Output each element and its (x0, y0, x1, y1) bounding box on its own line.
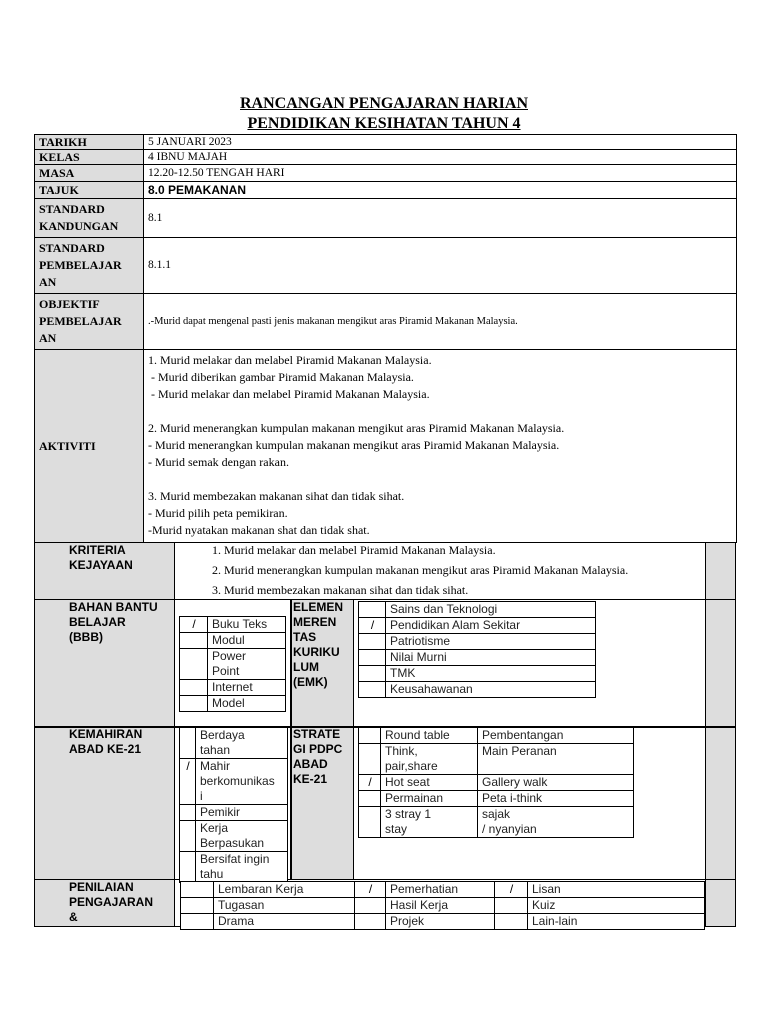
bbb-item-text: Model (212, 696, 245, 710)
bbb-row (180, 617, 286, 633)
strategi-item (478, 744, 634, 775)
emk-label-line-1: ELEMEN (293, 600, 344, 614)
strategi-item-text: Hot seat (385, 775, 430, 789)
bbb-item-text: Point (212, 664, 240, 678)
emk-label (293, 600, 343, 690)
penilaian-label (69, 880, 153, 925)
kriteria-item: 3. Murid membezakan makanan sihat dan tidak sihat. (212, 583, 469, 597)
strategi-item-text: Pembentangan (482, 728, 564, 742)
penilaian-tick[interactable] (495, 898, 528, 914)
penilaian-tick[interactable] (181, 898, 214, 914)
kemahiran-tick[interactable]: / (180, 759, 196, 805)
strategi-item-text: Peta i-think (482, 791, 543, 805)
label-masa: MASA (35, 165, 144, 182)
penilaian-table (180, 881, 705, 930)
emk-label-line-5: LUM (293, 660, 319, 674)
kemahiran-item-text: Berpasukan (200, 836, 265, 850)
label-standard-pembelajaran-line-2: PEMBELAJAR (39, 258, 122, 272)
kemahiran-item-text: berkomunikas (200, 774, 275, 788)
strategi-item (478, 791, 634, 807)
strategi-item (381, 807, 478, 838)
bbb-tick[interactable] (180, 696, 208, 712)
kemahiran-item-text: i (200, 789, 203, 803)
kemahiran-tick[interactable] (180, 728, 196, 759)
aktiviti-line: - Murid pilih peta pemikiran. (148, 506, 288, 520)
row-objektif (35, 294, 737, 350)
penilaian-label-line-1: PENILAIAN (69, 880, 134, 894)
value-standard-kandungan: 8.1 (144, 199, 737, 238)
strategi-label-line-4: KE-21 (293, 772, 328, 786)
kriteria-label (69, 543, 133, 573)
kemahiran-item (196, 821, 288, 852)
emk-table (358, 601, 596, 698)
emk-item: Pendidikan Alam Sekitar (386, 618, 596, 634)
label-standard-pembelajaran-line-1: STANDARD (39, 241, 105, 255)
label-tarikh: TARIKH (35, 135, 144, 150)
bbb-item-text: Modul (212, 633, 245, 647)
bbb-row (180, 649, 286, 680)
row-masa (35, 165, 737, 182)
penilaian-item: Lisan (528, 882, 705, 898)
aktiviti-line: 1. Murid melakar dan melabel Piramid Makanan Malaysia. (148, 353, 432, 367)
penilaian-tick[interactable] (355, 914, 386, 930)
strategi-row (359, 744, 634, 775)
row-aktiviti (35, 350, 737, 543)
penilaian-item: Lembaran Kerja (214, 882, 355, 898)
strategi-row (359, 728, 634, 744)
bbb-item (208, 633, 286, 649)
bbb-label-line-2: BELAJAR (69, 615, 126, 629)
label-objektif-line-3: AN (39, 331, 57, 345)
strategi-label (293, 727, 342, 787)
emk-item: Keusahawanan (386, 682, 596, 698)
kemahiran-label (69, 727, 142, 757)
value-masa: 12.20-12.50 TENGAH HARI (144, 165, 737, 182)
penilaian-item: Lain-lain (528, 914, 705, 930)
strategi-item-text: pair,share (385, 759, 438, 773)
aktiviti-line: - Murid melakar dan melabel Piramid Makanan Malaysia. (148, 387, 430, 401)
label-objektif-line-1: OBJEKTIF (39, 297, 100, 311)
strategi-label-line-2: GI PDPC (293, 742, 343, 756)
emk-label-line-3: TAS (293, 630, 317, 644)
strategi-item-text: sajak (482, 807, 511, 821)
kemahiran-tick[interactable] (180, 805, 196, 821)
penilaian-item: Kuiz (528, 898, 705, 914)
value-standard-pembelajaran: 8.1.1 (144, 238, 737, 294)
strategi-item (381, 728, 478, 744)
bbb-item (208, 649, 286, 680)
emk-item: Nilai Murni (386, 650, 596, 666)
emk-item: TMK (386, 666, 596, 682)
penilaian-tick[interactable]: / (495, 882, 528, 898)
penilaian-row (181, 882, 705, 898)
value-kelas: 4 IBNU MAJAH (144, 150, 737, 165)
penilaian-item: Drama (214, 914, 355, 930)
label-objektif-line-2: PEMBELAJAR (39, 314, 122, 328)
kemahiran-item (196, 852, 288, 883)
strategi-item-text: Gallery walk (482, 775, 548, 789)
penilaian-tick[interactable] (181, 882, 214, 898)
emk-tick[interactable] (359, 650, 386, 666)
value-tajuk: 8.0 PEMAKANAN (144, 182, 737, 199)
emk-item: Patriotisme (386, 634, 596, 650)
emk-label-line-2: MEREN (293, 615, 337, 629)
strategi-item (381, 744, 478, 775)
strategi-tick[interactable]: / (359, 775, 381, 791)
emk-tick[interactable] (359, 666, 386, 682)
emk-row (359, 634, 596, 650)
row-tarikh (35, 135, 737, 150)
aktiviti-line: 2. Murid menerangkan kumpulan makanan mengikut aras Piramid Makanan Malaysia. (148, 421, 565, 435)
document-title-line-2: PENDIDIKAN KESIHATAN TAHUN 4 (247, 115, 521, 132)
emk-row (359, 602, 596, 618)
divider (290, 599, 291, 879)
emk-tick[interactable] (359, 682, 386, 698)
strategi-item-text: / nyanyian (482, 822, 537, 836)
aktiviti-content (144, 350, 737, 543)
kemahiran-item-text: tahan (200, 743, 231, 757)
label-standard-kandungan-line-2: KANDUNGAN (39, 219, 119, 233)
label-standard-kandungan-line-1: STANDARD (39, 202, 105, 216)
bbb-item-text: Internet (212, 680, 253, 694)
row-tajuk (35, 182, 737, 199)
aktiviti-line (148, 471, 732, 488)
strategi-item-text: stay (385, 822, 408, 836)
bbb-label-line-1: BAHAN BANTU (69, 600, 158, 614)
kriteria-label-line-2: KEJAYAAN (69, 558, 133, 572)
aktiviti-line: 3. Murid membezakan makanan sihat dan tidak sihat. (148, 489, 405, 503)
kemahiran-row (180, 852, 288, 883)
bbb-item-text: Buku Teks (212, 617, 268, 631)
row-standard-kandungan (35, 199, 737, 238)
penilaian-item: Projek (386, 914, 495, 930)
kemahiran-item (196, 759, 288, 805)
aktiviti-line: - Murid semak dengan rakan. (148, 455, 289, 469)
label-standard-kandungan (35, 199, 144, 238)
strategi-item-text: Round table (385, 728, 450, 742)
penilaian-item: Pemerhatian (386, 882, 495, 898)
kemahiran-table (179, 727, 288, 883)
kemahiran-item-text: Pemikir (200, 805, 241, 819)
strategi-tick[interactable] (359, 791, 381, 807)
kemahiran-item (196, 805, 288, 821)
emk-item: Sains dan Teknologi (386, 602, 596, 618)
penilaian-tick[interactable]: / (355, 882, 386, 898)
penilaian-item: Hasil Kerja (386, 898, 495, 914)
aktiviti-line: - Murid menerangkan kumpulan makanan mengikut aras Piramid Makanan Malaysia. (148, 438, 560, 452)
kemahiran-tick[interactable] (180, 852, 196, 883)
kemahiran-row (180, 805, 288, 821)
bbb-label-line-3: (BBB) (69, 630, 103, 644)
strategi-row (359, 791, 634, 807)
bbb-item-text: Power (212, 649, 247, 663)
strategi-label-line-3: ABAD (293, 757, 328, 771)
bbb-table (179, 616, 286, 712)
kemahiran-item-text: Berdaya (200, 728, 245, 742)
aktiviti-line: -Murid nyatakan makanan shat dan tidak shat. (148, 523, 370, 537)
kriteria-item: 1. Murid melakar dan melabel Piramid Makanan Malaysia. (212, 543, 496, 557)
emk-row (359, 682, 596, 698)
penilaian-tick[interactable] (355, 898, 386, 914)
divider (353, 599, 354, 879)
bbb-item (208, 617, 286, 633)
label-standard-pembelajaran-line-3: AN (39, 275, 57, 289)
emk-label-line-6: (EMK) (293, 675, 328, 689)
kriteria-item: 2. Murid menerangkan kumpulan makanan mengikut aras Piramid Makanan Malaysia. (212, 563, 629, 577)
bbb-tick[interactable]: / (180, 617, 208, 633)
strategi-table (358, 727, 634, 838)
penilaian-item: Tugasan (214, 898, 355, 914)
penilaian-label-line-2: PENGAJARAN (69, 895, 154, 909)
kemahiran-tick[interactable] (180, 821, 196, 852)
kemahiran-row (180, 728, 288, 759)
strategi-item (478, 728, 634, 744)
kemahiran-item-text: Mahir (200, 759, 231, 773)
strategi-item-text: Permainan (385, 791, 444, 805)
strategi-item (381, 775, 478, 791)
label-standard-pembelajaran (35, 238, 144, 294)
emk-tick[interactable] (359, 602, 386, 618)
bbb-tick[interactable] (180, 680, 208, 696)
bbb-tick[interactable] (180, 633, 208, 649)
kemahiran-label-line-1: KEMAHIRAN (69, 727, 143, 741)
strategi-item-text: Main Peranan (482, 744, 557, 758)
strategi-row (359, 775, 634, 791)
strategi-item (478, 807, 634, 838)
bbb-item (208, 680, 286, 696)
row-kelas (35, 150, 737, 165)
kemahiran-label-line-2: ABAD KE-21 (69, 742, 142, 756)
strategi-tick[interactable] (359, 807, 381, 838)
label-objektif (35, 294, 144, 350)
bbb-row (180, 680, 286, 696)
strategi-tick[interactable] (359, 744, 381, 775)
emk-tick[interactable] (359, 634, 386, 650)
strategi-item-text: Think, (385, 744, 418, 758)
emk-label-line-4: KURIKU (293, 645, 340, 659)
penilaian-row (181, 898, 705, 914)
strategi-item (478, 775, 634, 791)
bbb-tick[interactable] (180, 649, 208, 680)
emk-row (359, 618, 596, 634)
penilaian-label-line-3: & (69, 910, 78, 924)
strategi-item (381, 791, 478, 807)
strategi-tick[interactable] (359, 728, 381, 744)
aktiviti-line (148, 403, 732, 420)
penilaian-tick[interactable] (495, 914, 528, 930)
bbb-row (180, 696, 286, 712)
penilaian-row (181, 914, 705, 930)
strategi-row (359, 807, 634, 838)
penilaian-tick[interactable] (181, 914, 214, 930)
kemahiran-item (196, 728, 288, 759)
bbb-label (69, 600, 158, 645)
strategi-item-text: 3 stray 1 (385, 807, 432, 821)
label-aktiviti: AKTIVITI (35, 350, 144, 543)
emk-row (359, 650, 596, 666)
kriteria-label-line-1: KRITERIA (69, 543, 126, 557)
bbb-item (208, 696, 286, 712)
emk-row (359, 666, 596, 682)
bbb-row (180, 633, 286, 649)
aktiviti-line: - Murid diberikan gambar Piramid Makanan Malaysia. (148, 370, 414, 384)
value-tarikh: 5 JANUARI 2023 (144, 135, 737, 150)
emk-tick[interactable]: / (359, 618, 386, 634)
info-table (34, 134, 737, 543)
document-title-line-1: RANCANGAN PENGAJARAN HARIAN (240, 95, 528, 112)
kemahiran-row (180, 821, 288, 852)
label-tajuk: TAJUK (35, 182, 144, 199)
label-kelas: KELAS (35, 150, 144, 165)
lower-section (34, 542, 736, 927)
kemahiran-row (180, 759, 288, 805)
kemahiran-item-text: Kerja (200, 821, 229, 835)
value-objektif: .-Murid dapat mengenal pasti jenis makanan mengikut aras Piramid Makanan Malaysia. (144, 294, 737, 350)
strategi-label-line-1: STRATE (293, 727, 341, 741)
row-standard-pembelajaran (35, 238, 737, 294)
kemahiran-item-text: tahu (200, 867, 224, 881)
kemahiran-item-text: Bersifat ingin (200, 852, 270, 866)
